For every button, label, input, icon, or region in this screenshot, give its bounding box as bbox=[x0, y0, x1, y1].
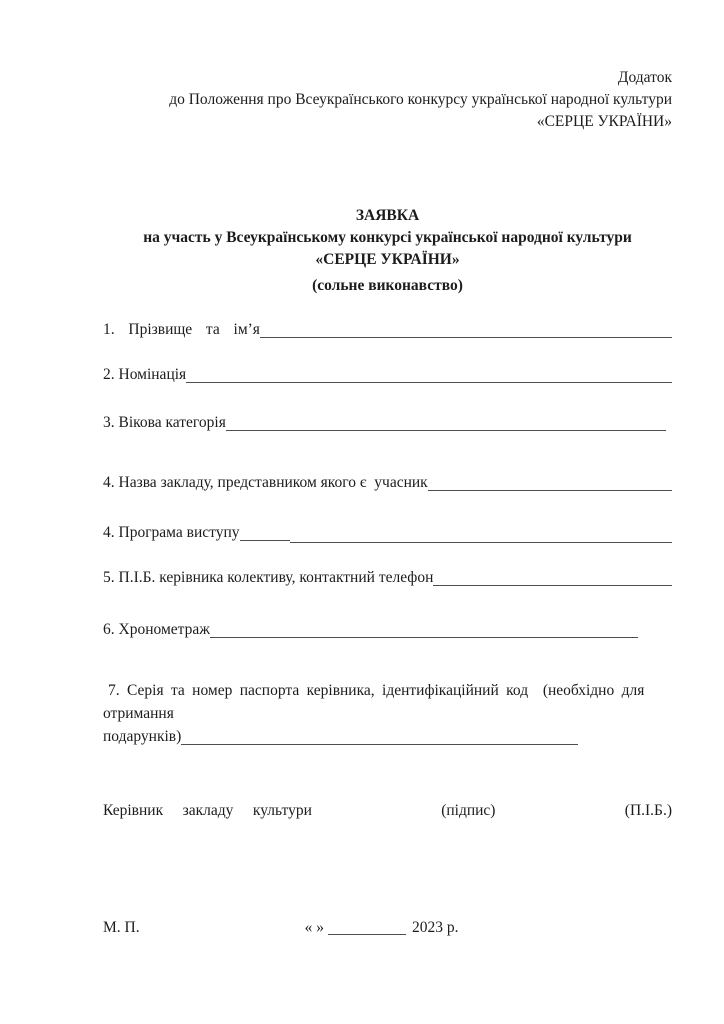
document-title bbox=[103, 205, 672, 271]
date-quotes: « » bbox=[304, 919, 324, 936]
field-nomination-label: 2. Номінація bbox=[103, 366, 187, 383]
field-leader-phone-label: 5. П.І.Б. керівника колективу, контактний телефон bbox=[103, 569, 434, 586]
header-regulation-line: до Положення про Всеукраїнського конкурсу української народної культури bbox=[169, 91, 672, 108]
field-passport-id-line-3-label: подарунків) bbox=[103, 728, 182, 745]
signature-row bbox=[103, 799, 672, 822]
header-appendix-line: Додаток bbox=[617, 69, 672, 86]
field-age-category-label: 3. Вікова категорія bbox=[103, 414, 226, 431]
title-line-zayavka: ЗАЯВКА bbox=[355, 207, 420, 224]
field-leader-phone bbox=[103, 566, 672, 589]
document-subtitle: (сольне виконавство) bbox=[312, 277, 463, 294]
seal-placeholder-label: М. П. bbox=[103, 919, 140, 936]
field-age-category bbox=[103, 411, 672, 434]
field-passport-id-line-3 bbox=[103, 725, 672, 748]
document-header bbox=[103, 67, 672, 133]
header-contest-name: «СЕРЦЕ УКРАЇНИ» bbox=[536, 113, 672, 130]
field-nomination-blank-line bbox=[186, 363, 672, 383]
date-group bbox=[305, 919, 459, 936]
field-program-blank-line-segment-1 bbox=[240, 521, 290, 541]
field-timing bbox=[103, 618, 672, 641]
field-institution-label: 4. Назва закладу, представником якого є учасник bbox=[103, 474, 428, 491]
field-age-category-blank-line bbox=[226, 411, 666, 431]
field-passport-id bbox=[103, 680, 672, 748]
field-surname-name-blank-line bbox=[260, 318, 672, 338]
date-blank-line bbox=[328, 920, 406, 935]
field-institution bbox=[103, 471, 672, 494]
field-timing-label: 6. Хронометраж bbox=[103, 621, 210, 638]
field-program-label: 4. Програма виступу bbox=[103, 524, 240, 541]
field-surname-name bbox=[103, 318, 672, 341]
signature-role-label: Керівник закладу культури bbox=[103, 802, 312, 819]
field-leader-phone-blank-line bbox=[433, 566, 672, 586]
field-program-blank-line-segment-2 bbox=[290, 521, 673, 543]
title-line-contest-name: «СЕРЦЕ УКРАЇНИ» bbox=[315, 251, 460, 268]
field-passport-id-line-1: 7. Серія та номер паспорта керівника, ідентифікаційний код (необхідно для bbox=[108, 682, 645, 699]
field-passport-id-blank-line bbox=[181, 725, 578, 745]
title-line-participation: на участь у Всеукраїнському конкурсі української народної культури bbox=[143, 229, 632, 246]
field-passport-id-line-2: отримання bbox=[103, 704, 174, 722]
field-timing-blank-line bbox=[210, 618, 638, 638]
signature-caption: (підпис) bbox=[441, 802, 496, 819]
field-institution-blank-line bbox=[428, 471, 672, 491]
signature-fullname-caption: (П.І.Б.) bbox=[624, 802, 672, 819]
field-program bbox=[103, 521, 672, 544]
field-nomination bbox=[103, 363, 672, 386]
field-surname-name-label: 1. Прізвище та ім’я bbox=[103, 321, 260, 338]
date-year-label: 2023 р. bbox=[411, 919, 459, 936]
seal-date-row bbox=[103, 916, 672, 939]
